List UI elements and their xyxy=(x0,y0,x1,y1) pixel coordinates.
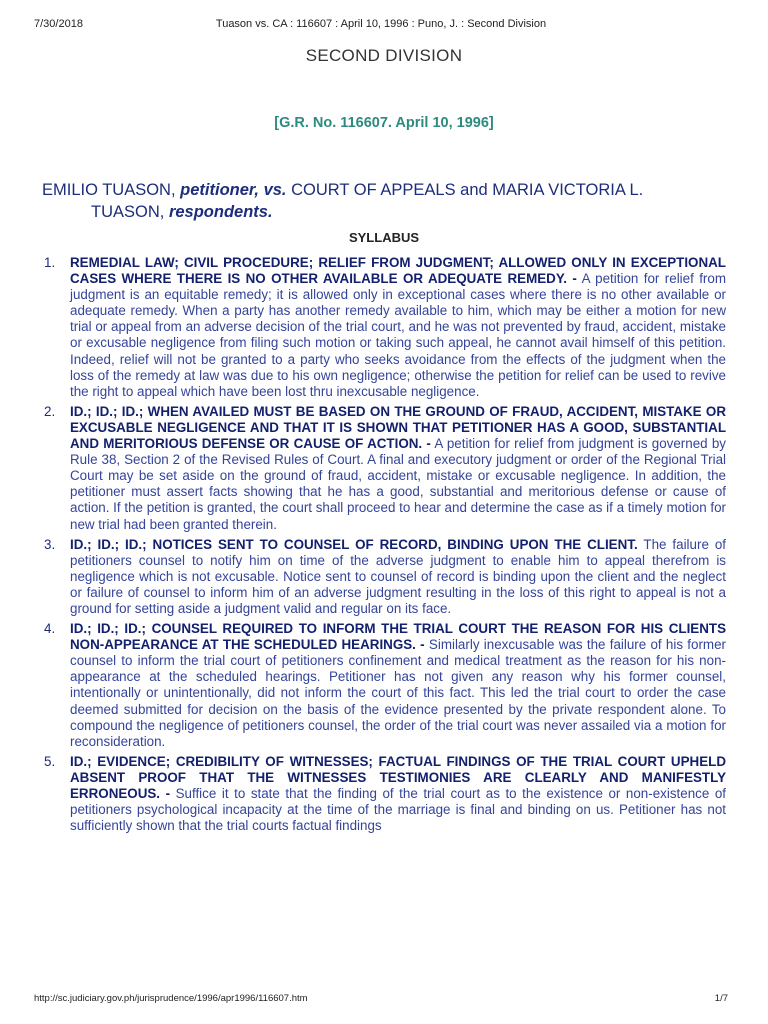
syllabus-list xyxy=(44,255,726,838)
syllabus-item xyxy=(44,754,726,834)
syllabus-item xyxy=(44,537,726,617)
item-number: 3. xyxy=(44,536,56,552)
page-number: 1/7 xyxy=(714,993,728,1004)
item-number: 2. xyxy=(44,403,56,419)
respondent-names-cont: TUASON, xyxy=(91,202,165,221)
case-number: [G.R. No. 116607. April 10, 1996] xyxy=(274,115,494,131)
item-heading: REMEDIAL LAW; CIVIL PROCEDURE; RELIEF FROM JUDGMENT; ALLOWED ONLY IN EXCEPTIONAL CASES WHERE THERE IS NO OTHER AVAILABLE OR ADEQUATE REMEDY. - xyxy=(70,255,726,287)
item-text: The failure of petitioners counsel to notify him on time of the adverse judgment to enable him to appeal therefrom is negligence which is not excusable. Notice sent to counsel of record is binding upon the client and the neglect or failure of counsel to inform him of an adverse judgment resulting in the loss of this right to appeal is not a ground for setting aside a judgment valid and regular on its face. xyxy=(70,536,726,616)
syllabus-item xyxy=(44,404,726,533)
respondent-names: COURT OF APPEALS and MARIA VICTORIA L. xyxy=(291,181,644,199)
item-number: 4. xyxy=(44,621,56,637)
item-text: Similarly inexcusable was the failure of his former counsel to inform the trial court of petitioners confinement and medical treatment as the reason for his non-appearance at the scheduled hearings. Petitioner has not given any reason why his former counsel, intentionally or unintentionally, did not inform the court of this fact. This led the trial court to order the case deemed submitted for decision on the basis of the evidence presented by the private respondent alone. To compound the negligence of petitioners counsel, the order of the trial court was never assailed via a motion for reconsideration. xyxy=(70,637,726,749)
item-heading: ID.; EVIDENCE; CREDIBILITY OF WITNESSES; FACTUAL FINDINGS OF THE TRIAL COURT UPHELD ABSENT PROOF THAT THE WITNESSES TESTIMONIES ARE CLEARLY AND MANIFESTLY ERRONEOUS. - xyxy=(70,753,726,801)
item-text: A petition for relief from judgment is governed by Rule 38, Section 2 of the Revised Rules of Court. A final and executory judgment or order of the Regional Trial Court may be set aside on the ground of fraud, accident, mistake or excusable negligence. In addition, the petitioner must assert facts showing that he has a good, substantial and meritorious defense or cause of action. If the petition is granted, the court shall proceed to hear and determine the case as if a timely motion for new trial had been granted therein. xyxy=(70,436,727,532)
source-url: http://sc.judiciary.gov.ph/jurisprudence/1996/apr1996/116607.htm xyxy=(34,993,308,1004)
item-number: 1. xyxy=(44,255,56,270)
division-title: SECOND DIVISION xyxy=(305,46,463,65)
syllabus-heading: SYLLABUS xyxy=(348,230,420,245)
item-heading: ID.; ID.; ID.; WHEN AVAILED MUST BE BASED ON THE GROUND OF FRAUD, ACCIDENT, MISTAKE OR EXCUSABLE NEGLIGENCE AND THAT IT IS SHOWN THAT PETITIONER HAS A GOOD, SUBSTANTIAL AND MERITORIOUS DEFENSE OR CAUSE OF ACTION. - xyxy=(70,403,726,452)
syllabus-item xyxy=(44,255,726,400)
syllabus-item xyxy=(44,621,726,750)
respondent-role: respondents. xyxy=(168,202,273,221)
item-heading: ID.; ID.; ID.; NOTICES SENT TO COUNSEL OF RECORD, BINDING UPON THE CLIENT. xyxy=(70,536,638,552)
petitioner-name: EMILIO TUASON, xyxy=(42,181,176,199)
item-text: Suffice it to state that the finding of the trial court as to the existence or non-existence of petitioners psychological incapacity at the time of the marriage is final and binding on us. Petitioner has not sufficiently shown that the trial courts factual findings xyxy=(70,786,726,834)
print-date: 7/30/2018 xyxy=(34,18,83,30)
item-text: A petition for relief from judgment is an equitable remedy; it is allowed only in exceptional cases where there is no other available or adequate remedy. When a party has another remedy available to him, which may be either a motion for new trial or appeal from an adverse decision of the trial court, and he was not prevented by fraud, accident, mistake or excusable negligence from filing such motion or taking such appeal, he cannot avail himself of this petition. Indeed, relief will not be granted to a party who seeks avoidance from the effects of the judgment when the loss of the remedy at law was due to his own negligence; otherwise the petition for relief can be used to revive the right to appeal which have been lost thru inexcusable negligence. xyxy=(70,271,726,399)
item-heading: ID.; ID.; ID.; COUNSEL REQUIRED TO INFORM THE TRIAL COURT THE REASON FOR HIS CLIENTS NON-APPEARANCE AT THE SCHEDULED HEARINGS. - xyxy=(70,621,726,653)
petitioner-role: petitioner, vs. xyxy=(180,181,287,199)
item-number: 5. xyxy=(44,753,56,769)
print-title: Tuason vs. CA : 116607 : April 10, 1996 : Puno, J. : Second Division xyxy=(215,18,547,30)
case-parties xyxy=(42,180,724,223)
